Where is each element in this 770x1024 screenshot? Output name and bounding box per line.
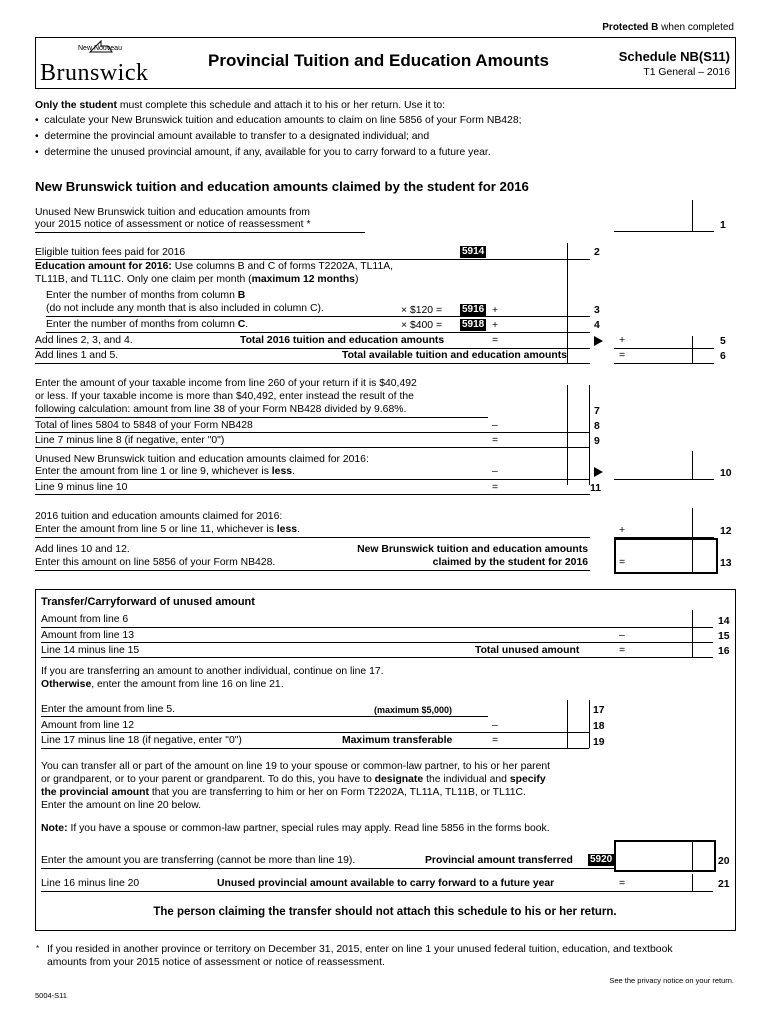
line7-text-c: following calculation: amount from line 38 of your Form NB428 divided by 9.68%.: [35, 404, 407, 415]
line5-label: Total 2016 tuition and education amounts: [240, 335, 445, 346]
line13-text-a: Add lines 10 and 12.: [35, 544, 130, 555]
code-5918: 5918: [462, 319, 485, 330]
line12-text-a: 2016 tuition and education amounts claimed for 2016:: [35, 511, 283, 522]
code-5914: 5914: [462, 246, 485, 257]
education-amount-text-2: TL11B, and TL11C. Only one claim per month (maximum 12 months): [35, 274, 359, 285]
protected-notice: Protected B when completed: [602, 22, 734, 33]
education-amount-text: Education amount for 2016: Use columns B and C of forms T2202A, TL11A,: [35, 261, 394, 272]
section1-heading: New Brunswick tuition and education amounts claimed by the student for 2016: [35, 179, 529, 194]
privacy-notice: See the privacy notice on your return.: [609, 976, 734, 985]
line11-text: Line 9 minus line 10: [35, 482, 128, 493]
line16-label: Total unused amount: [475, 645, 580, 656]
line3-text-a: Enter the number of months from column B: [46, 290, 246, 301]
line3-multiplier: × $120 =: [401, 305, 443, 316]
line5-text: Add lines 2, 3, and 4.: [35, 335, 133, 346]
arrow-right-icon: [594, 336, 603, 346]
line2-text: Eligible tuition fees paid for 2016: [35, 247, 186, 258]
section2-heading: Transfer/Carryforward of unused amount: [41, 596, 255, 608]
line20-text: Enter the amount you are transferring (cannot be more than line 19).: [41, 855, 356, 866]
intro-bullet: • calculate your New Brunswick tuition and education amounts to claim on line 5856 of your Form NB428;: [35, 115, 522, 126]
line10-text-b: Enter the amount from line 1 or line 9, whichever is less.: [35, 466, 295, 477]
line4-text: Enter the number of months from column C.: [46, 319, 249, 330]
line12-amount-field[interactable]: [614, 508, 714, 538]
line13-label-1: New Brunswick tuition and education amounts: [357, 544, 588, 555]
line7-text-b: or less. If your taxable income is more than $40,492, enter instead the result of the: [35, 391, 414, 402]
arrow-right-icon: [594, 467, 603, 477]
line4-multiplier: × $400 =: [401, 320, 443, 331]
line21-text: Line 16 minus line 20: [41, 878, 140, 889]
transfer-para-1: If you are transferring an amount to another individual, continue on line 17.: [41, 666, 384, 677]
closing-statement: The person claiming the transfer should not attach this schedule to his or her return.: [153, 906, 617, 918]
transfer-text-3: the provincial amount that you are transferring to him or her on Form T2202A, TL11A, TL11B, or TL11C.: [41, 787, 526, 798]
line6-label: Total available tuition and education amounts: [342, 350, 567, 361]
line10-text-a: Unused New Brunswick tuition and education amounts claimed for 2016:: [35, 454, 369, 465]
line18-text: Amount from line 12: [41, 720, 134, 731]
line15-text: Amount from line 13: [41, 630, 134, 641]
line14-text: Amount from line 6: [41, 614, 129, 625]
line21-label: Unused provincial amount available to carry forward to a future year: [217, 878, 555, 889]
transfer-para-2: Otherwise, enter the amount from line 16 on line 21.: [41, 679, 284, 690]
line6-text: Add lines 1 and 5.: [35, 350, 119, 361]
line19-label: Maximum transferable: [342, 735, 453, 746]
ship-logo-icon: [88, 40, 114, 54]
intro-bullet: • determine the unused provincial amount, if any, available for you to carry forward to a future year.: [35, 147, 491, 158]
line10-amount-field[interactable]: [614, 451, 714, 480]
code-5916: 5916: [462, 304, 485, 315]
line13-label-2: claimed by the student for 2016: [432, 557, 588, 568]
transfer-calc-field[interactable]: [488, 700, 590, 748]
line17-maximum: (maximum $5,000): [374, 705, 453, 715]
transfer-text-2: or grandparent, or to your parent or grandparent. To do this, you have to designate the individual and specify: [41, 774, 546, 785]
line3-text-b: (do not include any month that is also included in column C).: [46, 303, 324, 314]
code-5920: 5920: [590, 854, 613, 865]
line9-text: Line 7 minus line 8 (if negative, enter "0"): [35, 435, 225, 446]
schedule-id: Schedule NB(S11): [618, 49, 730, 64]
calc-column-field[interactable]: [488, 385, 590, 485]
form-subtitle: T1 General – 2016: [643, 67, 730, 78]
line1-amount-field[interactable]: [614, 200, 714, 232]
intro-bullet: • determine the provincial amount available to transfer to a designated individual; and: [35, 131, 430, 142]
note-text: Note: If you have a spouse or common-law partner, special rules may apply. Read line 5856 in the forms book.: [41, 823, 550, 834]
form-number: 5004-S11: [35, 991, 67, 1000]
footnote-line-2: amounts from your 2015 notice of assessment or notice of reassessment.: [47, 957, 385, 968]
transfer-text-4: Enter the amount on line 20 below.: [41, 800, 202, 811]
line17-text: Enter the amount from line 5.: [41, 704, 175, 715]
line13-amount-field[interactable]: [614, 538, 718, 574]
line16-text: Line 14 minus line 15: [41, 645, 140, 656]
logo-small-text: New Nouveau: [78, 45, 122, 52]
transfer-text-1: You can transfer all or part of the amount on line 19 to your spouse or common-law partner, to his or her parent: [41, 761, 551, 772]
line19-text: Line 17 minus line 18 (if negative, enter "0"): [41, 735, 242, 746]
line1-text-b: your 2015 notice of assessment or notice of reassessment *: [35, 219, 311, 230]
line20-amount-field[interactable]: [614, 840, 716, 872]
line12-text-b: Enter the amount from line 5 or line 11, whichever is less.: [35, 524, 300, 535]
footnote-marker: *: [36, 944, 40, 953]
intro-lead: Only the student must complete this schedule and attach it to his or her return. Use it to:: [35, 100, 446, 111]
line1-text-a: Unused New Brunswick tuition and education amounts from: [35, 207, 310, 218]
logo-wordmark: Brunswick: [40, 60, 149, 86]
line13-text-b: Enter this amount on line 5856 of your Form NB428.: [35, 557, 276, 568]
line20-label: Provincial amount transferred: [425, 855, 573, 866]
footnote-line-1: If you resided in another province or territory on December 31, 2015, enter on line 1 your unused federal tuition, education, and textbook: [47, 944, 673, 955]
line7-text-a: Enter the amount of your taxable income from line 260 of your return if it is $40,492: [35, 378, 417, 389]
page-title: Provincial Tuition and Education Amounts: [208, 51, 549, 70]
line8-text: Total of lines 5804 to 5848 of your Form NB428: [35, 420, 253, 431]
